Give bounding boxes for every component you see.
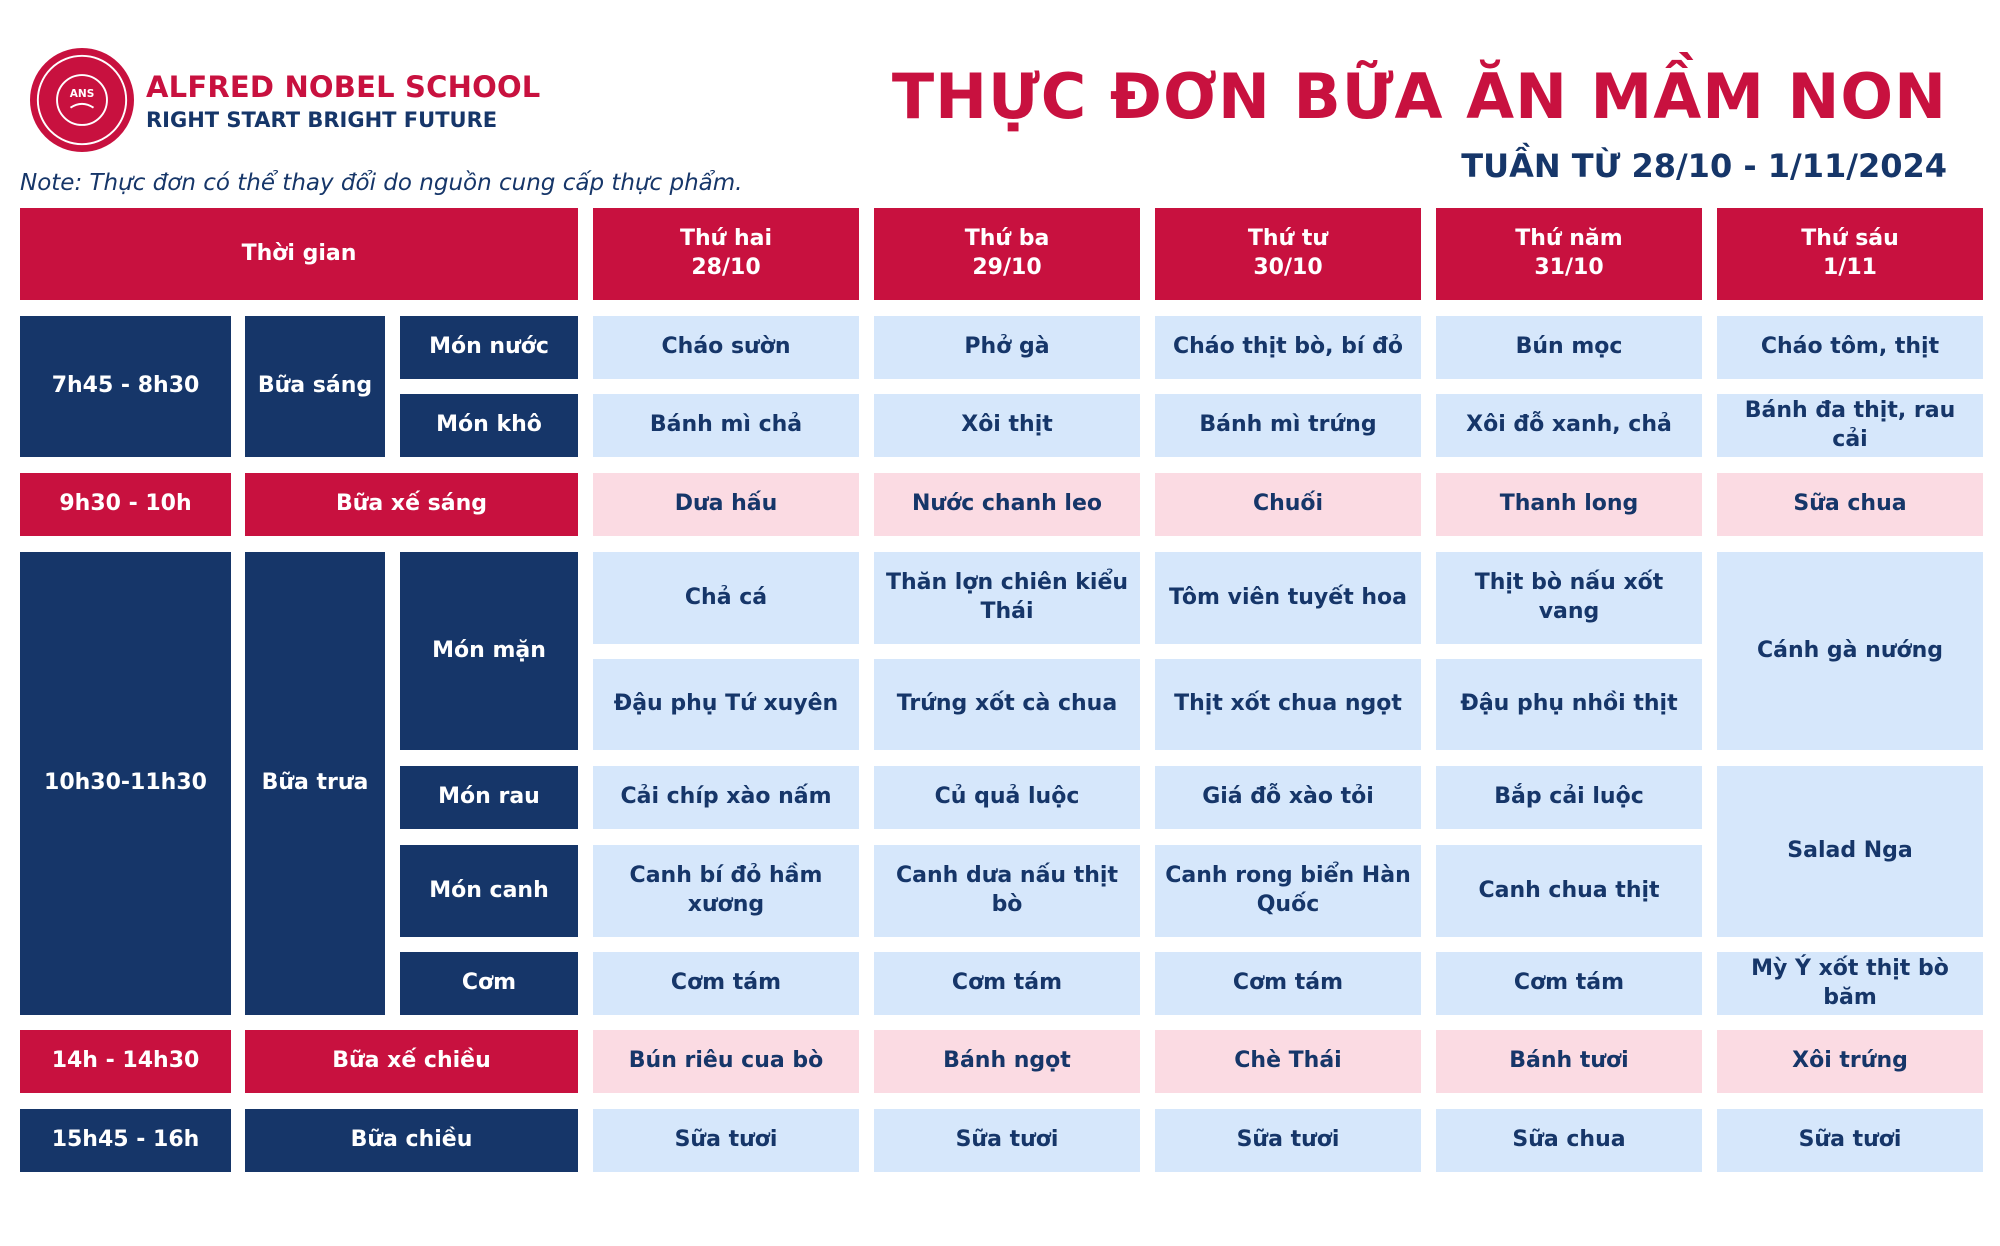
dish-type-vegetable: Món rau [400,766,578,829]
menu-dry-dish-tue: Xôi thịt [874,394,1140,457]
school-name: ALFRED NOBEL SCHOOL [146,70,541,104]
note-text: Note: Thực đơn có thể thay đổi do nguồn cung cấp thực phẩm. [20,170,743,196]
menu-salty-fri: Cánh gà nướng [1717,552,1983,750]
dish-type-rice: Cơm [400,952,578,1015]
menu-afternoon-snack-mon: Bún riêu cua bò [593,1030,859,1093]
dish-type-soup-dish: Món nước [400,316,578,379]
menu-morning-snack-thu: Thanh long [1436,473,1702,536]
page-title: THỰC ĐƠN BỮA ĂN MẦM NON [891,60,1947,133]
menu-afternoon-snack-tue: Bánh ngọt [874,1030,1140,1093]
menu-soup-dish-tue: Phở gà [874,316,1140,379]
dish-type-soup: Món canh [400,845,578,937]
menu-rice-tue: Cơm tám [874,952,1140,1015]
menu-dry-dish-mon: Bánh mì chả [593,394,859,457]
menu-dry-dish-wed: Bánh mì trứng [1155,394,1421,457]
menu-soup-mon: Canh bí đỏ hầm xương [593,845,859,937]
meal-afternoon-snack: Bữa xế chiều [245,1030,578,1093]
menu-vegetable-tue: Củ quả luộc [874,766,1140,829]
week-label: TUẦN TỪ 28/10 - 1/11/2024 [1461,147,1947,185]
menu-morning-snack-wed: Chuối [1155,473,1421,536]
menu-soup-dish-thu: Bún mọc [1436,316,1702,379]
menu-afternoon-fri: Sữa tươi [1717,1109,1983,1172]
menu-soup-dish-mon: Cháo sườn [593,316,859,379]
menu-salty-1-thu: Thịt bò nấu xốt vang [1436,552,1702,644]
time-lunch: 10h30-11h30 [20,552,231,1015]
menu-salty-2-mon: Đậu phụ Tứ xuyên [593,659,859,750]
menu-salty-2-thu: Đậu phụ nhồi thịt [1436,659,1702,750]
menu-afternoon-snack-thu: Bánh tươi [1436,1030,1702,1093]
menu-soup-dish-fri: Cháo tôm, thịt [1717,316,1983,379]
day-header-monday: Thứ hai 28/10 [593,208,859,300]
time-header: Thời gian [20,208,578,300]
meal-lunch: Bữa trưa [245,552,385,1015]
menu-afternoon-mon: Sữa tươi [593,1109,859,1172]
meal-morning-snack: Bữa xế sáng [245,473,578,536]
meal-breakfast: Bữa sáng [245,316,385,457]
menu-salty-1-wed: Tôm viên tuyết hoa [1155,552,1421,644]
menu-veg-soup-fri: Salad Nga [1717,766,1983,937]
menu-morning-snack-mon: Dưa hấu [593,473,859,536]
menu-morning-snack-fri: Sữa chua [1717,473,1983,536]
menu-rice-mon: Cơm tám [593,952,859,1015]
menu-dry-dish-fri: Bánh đa thịt, rau cải [1717,394,1983,457]
meal-afternoon: Bữa chiều [245,1109,578,1172]
menu-soup-tue: Canh dưa nấu thịt bò [874,845,1140,937]
dish-type-dry-dish: Món khô [400,394,578,457]
time-afternoon: 15h45 - 16h [20,1109,231,1172]
menu-afternoon-thu: Sữa chua [1436,1109,1702,1172]
menu-soup-dish-wed: Cháo thịt bò, bí đỏ [1155,316,1421,379]
logo-text: ANS [69,88,95,101]
time-afternoon-snack: 14h - 14h30 [20,1030,231,1093]
menu-soup-wed: Canh rong biển Hàn Quốc [1155,845,1421,937]
menu-vegetable-wed: Giá đỗ xào tỏi [1155,766,1421,829]
menu-dry-dish-thu: Xôi đỗ xanh, chả [1436,394,1702,457]
menu-afternoon-wed: Sữa tươi [1155,1109,1421,1172]
day-header-thursday: Thứ năm 31/10 [1436,208,1702,300]
dish-type-salty: Món mặn [400,552,578,750]
day-header-tuesday: Thứ ba 29/10 [874,208,1140,300]
menu-vegetable-thu: Bắp cải luộc [1436,766,1702,829]
school-slogan: RIGHT START BRIGHT FUTURE [146,108,498,132]
menu-afternoon-snack-fri: Xôi trứng [1717,1030,1983,1093]
menu-rice-thu: Cơm tám [1436,952,1702,1015]
day-header-wednesday: Thứ tư 30/10 [1155,208,1421,300]
day-header-friday: Thứ sáu 1/11 [1717,208,1983,300]
time-breakfast: 7h45 - 8h30 [20,316,231,457]
menu-salty-1-tue: Thăn lợn chiên kiểu Thái [874,552,1140,644]
menu-rice-fri: Mỳ Ý xốt thịt bò băm [1717,952,1983,1015]
menu-vegetable-mon: Cải chíp xào nấm [593,766,859,829]
menu-rice-wed: Cơm tám [1155,952,1421,1015]
menu-salty-2-wed: Thịt xốt chua ngọt [1155,659,1421,750]
school-logo [30,48,134,152]
menu-afternoon-snack-wed: Chè Thái [1155,1030,1421,1093]
menu-soup-thu: Canh chua thịt [1436,845,1702,937]
menu-afternoon-tue: Sữa tươi [874,1109,1140,1172]
menu-salty-2-tue: Trứng xốt cà chua [874,659,1140,750]
menu-salty-1-mon: Chả cá [593,552,859,644]
time-morning-snack: 9h30 - 10h [20,473,231,536]
menu-morning-snack-tue: Nước chanh leo [874,473,1140,536]
